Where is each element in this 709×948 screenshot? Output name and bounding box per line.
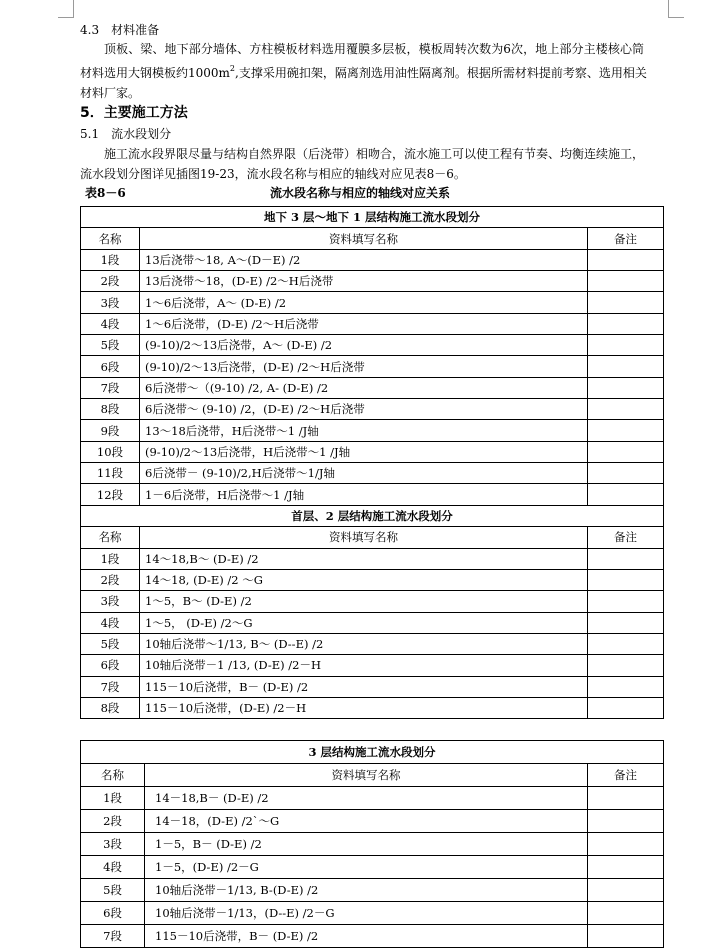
segment-note-cell [588, 925, 664, 948]
table-row [81, 856, 664, 879]
segment-note-cell [588, 902, 664, 925]
segment-note-cell [588, 633, 664, 654]
flow-section-table [80, 206, 664, 719]
segment-name-cell: 8段 [81, 399, 140, 420]
section-title-row [81, 741, 664, 764]
header-note-cell: 备注 [588, 764, 664, 787]
segment-desc-cell: 6后浇带－ (9-10)/2,H后浇带～1/J轴 [140, 463, 588, 484]
crop-mark [58, 17, 74, 18]
table-row [81, 655, 664, 676]
segment-desc-cell: 1～6后浇带，A～ (D-E) /2 [140, 292, 588, 313]
segment-note-cell [588, 655, 664, 676]
table-row [81, 633, 664, 654]
section-title-cell: 3 层结构施工流水段划分 [81, 741, 664, 764]
segment-name-cell: 2段 [81, 810, 145, 833]
segment-name-cell: 7段 [81, 925, 145, 948]
table-row [81, 925, 664, 948]
segment-name-cell: 2段 [81, 569, 140, 590]
segment-desc-cell: 6后浇带～（(9-10) /2, A- (D-E) /2 [140, 377, 588, 398]
segment-name-cell: 3段 [81, 292, 140, 313]
table-row [81, 612, 664, 633]
table-row [81, 676, 664, 697]
table-row [81, 569, 664, 590]
segment-name-cell: 7段 [81, 377, 140, 398]
segment-name-cell: 4段 [81, 856, 145, 879]
segment-desc-cell: 6后浇带～ (9-10) /2，(D-E) /2～H后浇带 [140, 399, 588, 420]
segment-note-cell [588, 356, 664, 377]
table-row [81, 463, 664, 484]
segment-desc-cell: 14－18，(D-E) /2`～G [145, 810, 588, 833]
segment-name-cell: 1段 [81, 787, 145, 810]
table-row [81, 833, 664, 856]
paragraph-line: 材料厂家。 [80, 86, 141, 100]
segment-name-cell: 6段 [81, 356, 140, 377]
segment-desc-cell: 115－10后浇带，(D-E) /2－H [140, 697, 588, 718]
segment-note-cell [588, 548, 664, 569]
header-note-cell: 备注 [588, 527, 664, 548]
section-heading-5: 5．主要施工方法 [80, 105, 188, 121]
segment-name-cell: 6段 [81, 902, 145, 925]
table-body [81, 207, 664, 719]
segment-name-cell: 7段 [81, 676, 140, 697]
segment-desc-cell: 1～5， (D-E) /2～G [140, 612, 588, 633]
table-number: 表8－6 [85, 186, 126, 200]
segment-desc-cell: 1～5，B～ (D-E) /2 [140, 591, 588, 612]
segment-desc-cell: 1－6后浇带，H后浇带～1 /J轴 [140, 484, 588, 505]
segment-note-cell [588, 833, 664, 856]
section-title-cell: 首层、2 层结构施工流水段划分 [81, 505, 664, 526]
segment-note-cell [588, 676, 664, 697]
segment-desc-cell: 14－18,B－ (D-E) /2 [145, 787, 588, 810]
table-row [81, 249, 664, 270]
segment-name-cell: 5段 [81, 633, 140, 654]
segment-note-cell [588, 787, 664, 810]
section-title-row [81, 207, 664, 228]
segment-note-cell [588, 335, 664, 356]
segment-note-cell [588, 399, 664, 420]
paragraph-line [80, 64, 647, 80]
segment-desc-cell: 13后浇带～18, A～(D－E) /2 [140, 249, 588, 270]
flow-section-table-floor3 [80, 740, 664, 948]
segment-desc-cell: 10轴后浇带－1/13, B-(D-E) /2 [145, 879, 588, 902]
table-body [81, 741, 664, 948]
segment-note-cell [588, 697, 664, 718]
segment-desc-cell: 1－5，(D-E) /2－G [145, 856, 588, 879]
table-row [81, 902, 664, 925]
segment-desc-cell: 115－10后浇带，B－ (D-E) /2 [145, 925, 588, 948]
segment-name-cell: 3段 [81, 833, 145, 856]
segment-desc-cell: 115－10后浇带，B－ (D-E) /2 [140, 676, 588, 697]
table-row [81, 399, 664, 420]
segment-name-cell: 12段 [81, 484, 140, 505]
paragraph-text: 材料选用大钢模板约1000m [80, 66, 230, 80]
table-row [81, 591, 664, 612]
header-row [81, 764, 664, 787]
segment-note-cell [588, 879, 664, 902]
header-name-cell: 名称 [81, 764, 145, 787]
segment-desc-cell: 13后浇带～18，(D-E) /2～H后浇带 [140, 271, 588, 292]
table-row [81, 292, 664, 313]
section-title-row [81, 505, 664, 526]
segment-note-cell [588, 441, 664, 462]
header-row [81, 228, 664, 249]
header-desc-cell: 资料填写名称 [145, 764, 588, 787]
crop-mark [668, 0, 669, 17]
segment-note-cell [588, 420, 664, 441]
header-desc-cell: 资料填写名称 [140, 228, 588, 249]
segment-desc-cell: (9-10)/2～13后浇带，H后浇带～1 /J轴 [140, 441, 588, 462]
segment-desc-cell: 1～6后浇带，(D-E) /2～H后浇带 [140, 313, 588, 334]
segment-name-cell: 2段 [81, 271, 140, 292]
table-row [81, 787, 664, 810]
table-row [81, 548, 664, 569]
section-heading-4-3: 4.3 材料准备 [80, 23, 160, 37]
segment-desc-cell: (9-10)/2～13后浇带，(D-E) /2～H后浇带 [140, 356, 588, 377]
segment-name-cell: 10段 [81, 441, 140, 462]
superscript: 2 [229, 64, 236, 73]
segment-note-cell [588, 612, 664, 633]
table-row [81, 420, 664, 441]
header-note-cell: 备注 [588, 228, 664, 249]
paragraph-line: 流水段划分图详见插图19-23，流水段名称与相应的轴线对应见表8－6。 [80, 167, 466, 181]
table-row [81, 271, 664, 292]
paragraph-text: ,支撑采用碗扣架，隔离剂选用油性隔离剂。根据所需材料提前考察、选用相关 [235, 66, 647, 80]
segment-desc-cell: 1－5，B－ (D-E) /2 [145, 833, 588, 856]
segment-note-cell [588, 249, 664, 270]
segment-name-cell: 1段 [81, 548, 140, 569]
crop-mark [73, 0, 74, 17]
segment-desc-cell: (9-10)/2～13后浇带，A～ (D-E) /2 [140, 335, 588, 356]
segment-note-cell [588, 377, 664, 398]
crop-mark [668, 17, 684, 18]
segment-desc-cell: 13～18后浇带，H后浇带～1 /J轴 [140, 420, 588, 441]
paragraph-line: 施工流水段界限尽量与结构自然界限（后浇带）相吻合，流水施工可以使工程有节奏、均衡连续施工， [104, 147, 645, 161]
segment-desc-cell: 10轴后浇带～1/13, B～ (D--E) /2 [140, 633, 588, 654]
header-desc-cell: 资料填写名称 [140, 527, 588, 548]
table-row [81, 356, 664, 377]
segment-name-cell: 9段 [81, 420, 140, 441]
header-name-cell: 名称 [81, 228, 140, 249]
section-title-cell: 地下 3 层～地下 1 层结构施工流水段划分 [81, 207, 664, 228]
segment-desc-cell: 14～18, (D-E) /2 ～G [140, 569, 588, 590]
paragraph-line: 顶板、梁、地下部分墙体、方柱模板材料选用覆膜多层板，模板周转次数为6次，地上部分主楼核心筒 [104, 42, 645, 56]
section-heading-5-1: 5.1 流水段划分 [80, 127, 172, 141]
segment-desc-cell: 10轴后浇带－1/13，(D--E) /2－G [145, 902, 588, 925]
segment-note-cell [588, 271, 664, 292]
segment-name-cell: 4段 [81, 612, 140, 633]
table-row [81, 879, 664, 902]
segment-name-cell: 1段 [81, 249, 140, 270]
segment-note-cell [588, 463, 664, 484]
table-row [81, 377, 664, 398]
segment-note-cell [588, 810, 664, 833]
table-row [81, 810, 664, 833]
segment-name-cell: 4段 [81, 313, 140, 334]
table-row [81, 484, 664, 505]
segment-note-cell [588, 292, 664, 313]
segment-note-cell [588, 569, 664, 590]
table-row [81, 335, 664, 356]
segment-name-cell: 5段 [81, 335, 140, 356]
segment-note-cell [588, 313, 664, 334]
table-title: 流水段名称与相应的轴线对应关系 [270, 186, 451, 200]
header-name-cell: 名称 [81, 527, 140, 548]
segment-desc-cell: 14～18,B～ (D-E) /2 [140, 548, 588, 569]
table-row [81, 313, 664, 334]
segment-note-cell [588, 484, 664, 505]
table-row [81, 697, 664, 718]
segment-name-cell: 5段 [81, 879, 145, 902]
table-row [81, 441, 664, 462]
segment-desc-cell: 10轴后浇带－1 /13, (D-E) /2－H [140, 655, 588, 676]
segment-name-cell: 3段 [81, 591, 140, 612]
header-row [81, 527, 664, 548]
segment-name-cell: 8段 [81, 697, 140, 718]
segment-name-cell: 6段 [81, 655, 140, 676]
segment-note-cell [588, 591, 664, 612]
segment-name-cell: 11段 [81, 463, 140, 484]
segment-note-cell [588, 856, 664, 879]
